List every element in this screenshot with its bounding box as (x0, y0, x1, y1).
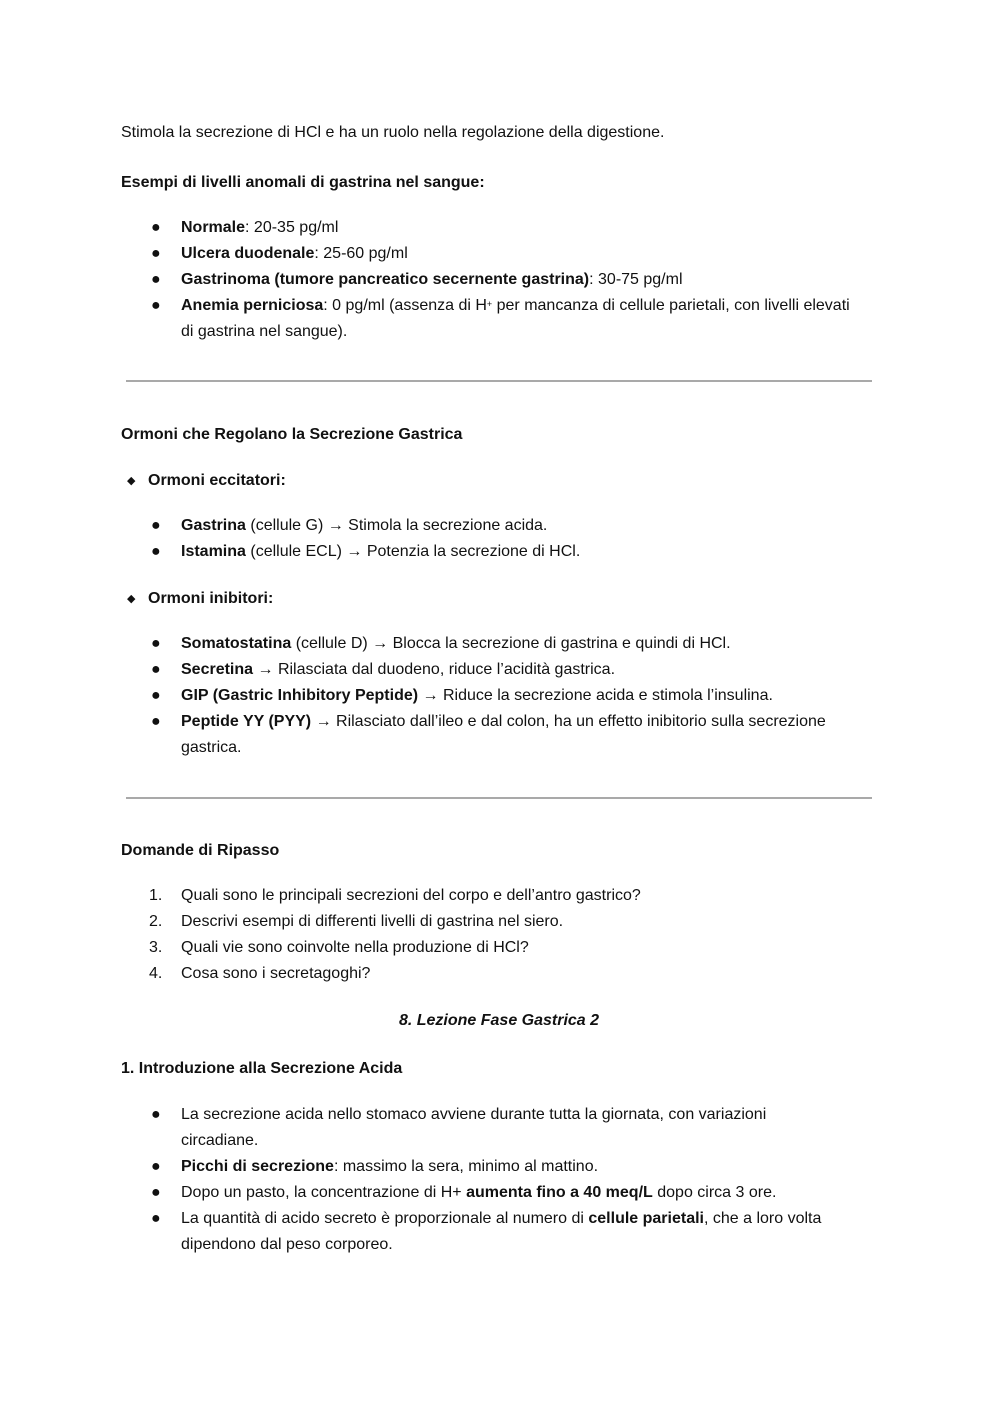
list-item: ● Gastrina (cellule G) → Stimola la secrezione acida. (121, 513, 881, 539)
list-item: ● Anemia perniciosa: 0 pg/ml (assenza di H+ per mancanza di cellule parietali, con livelli elevati di gastrina nel sangue). (121, 293, 881, 345)
list-item: 3. Quali vie sono coinvolte nella produzione di HCl? (149, 939, 529, 956)
excitatory-label: ◆ Ormoni eccitatori: (121, 468, 286, 494)
bullet-icon: ● (151, 687, 161, 704)
list-item: ● Somatostatina (cellule D) → Blocca la secrezione di gastrina e quindi di HCl. (121, 631, 881, 657)
review-list (121, 883, 881, 987)
bullet-icon: ● (151, 635, 161, 652)
list-item: ● Dopo un pasto, la concentrazione di H+ aumenta fino a 40 meq/L dopo circa 3 ore. (121, 1180, 881, 1206)
acid-heading: 1. Introduzione alla Secrezione Acida (121, 1060, 403, 1077)
list-item: ● Peptide YY (PYY) → Rilasciato dall’ileo e dal colon, ha un effetto inibitorio sulla secrezione gastrica. (121, 709, 881, 761)
inhibitory-label: ◆ Ormoni inibitori: (121, 586, 273, 612)
list-item: ● Picchi di secrezione: massimo la sera, minimo al mattino. (121, 1154, 881, 1180)
lesson-title: 8. Lezione Fase Gastrica 2 (398, 1012, 600, 1029)
bullet-icon: ● (151, 1106, 161, 1123)
levels-list (121, 215, 881, 345)
review-heading: Domande di Ripasso (121, 842, 280, 859)
list-item: ● GIP (Gastric Inhibitory Peptide) → Riduce la secrezione acida e stimola l’insulina. (121, 683, 881, 709)
bullet-icon: ● (151, 245, 161, 262)
bullet-icon: ● (151, 1184, 161, 1201)
bullet-icon: ● (151, 1158, 161, 1175)
bullet-icon: ● (151, 1210, 161, 1227)
diamond-bullet-icon: ◆ (127, 475, 136, 487)
bullet-icon: ● (151, 543, 161, 560)
diamond-bullet-icon: ◆ (127, 593, 136, 605)
list-item: 4. Cosa sono i secretagoghi? (149, 965, 371, 982)
list-item: ● Istamina (cellule ECL) → Potenzia la secrezione di HCl. (121, 539, 881, 565)
hormones-heading: Ormoni che Regolano la Secrezione Gastrica (121, 426, 463, 443)
acid-list (121, 1102, 881, 1258)
inhibitory-list (121, 631, 881, 761)
list-item: ● La quantità di acido secreto è proporzionale al numero di cellule parietali, che a loro volta dipendono dal peso corporeo. (121, 1206, 881, 1258)
list-item: ● Secretina → Rilasciata dal duodeno, riduce l’acidità gastrica. (121, 657, 881, 683)
intro-paragraph: Stimola la secrezione di HCl e ha un ruolo nella regolazione della digestione. (121, 124, 665, 141)
section-divider (126, 797, 872, 799)
list-item: ● Gastrinoma (tumore pancreatico secernente gastrina): 30-75 pg/ml (121, 267, 881, 293)
bullet-icon: ● (151, 271, 161, 288)
list-item: 1. Quali sono le principali secrezioni del corpo e dell’antro gastrico? (149, 887, 641, 904)
bullet-icon: ● (151, 219, 161, 236)
section-divider (126, 380, 872, 382)
bullet-icon: ● (151, 297, 161, 314)
levels-heading: Esempi di livelli anomali di gastrina nel sangue: (121, 174, 485, 191)
list-item: ● La secrezione acida nello stomaco avviene durante tutta la giornata, con variazioni circadiane. (121, 1102, 881, 1154)
list-item: 2. Descrivi esempi di differenti livelli di gastrina nel siero. (149, 913, 564, 930)
list-item: ● Ulcera duodenale: 25-60 pg/ml (121, 241, 881, 267)
bullet-icon: ● (151, 661, 161, 678)
excitatory-list (121, 513, 881, 565)
bullet-icon: ● (151, 517, 161, 534)
list-item: ● Normale: 20-35 pg/ml (121, 215, 881, 241)
bullet-icon: ● (151, 713, 161, 730)
